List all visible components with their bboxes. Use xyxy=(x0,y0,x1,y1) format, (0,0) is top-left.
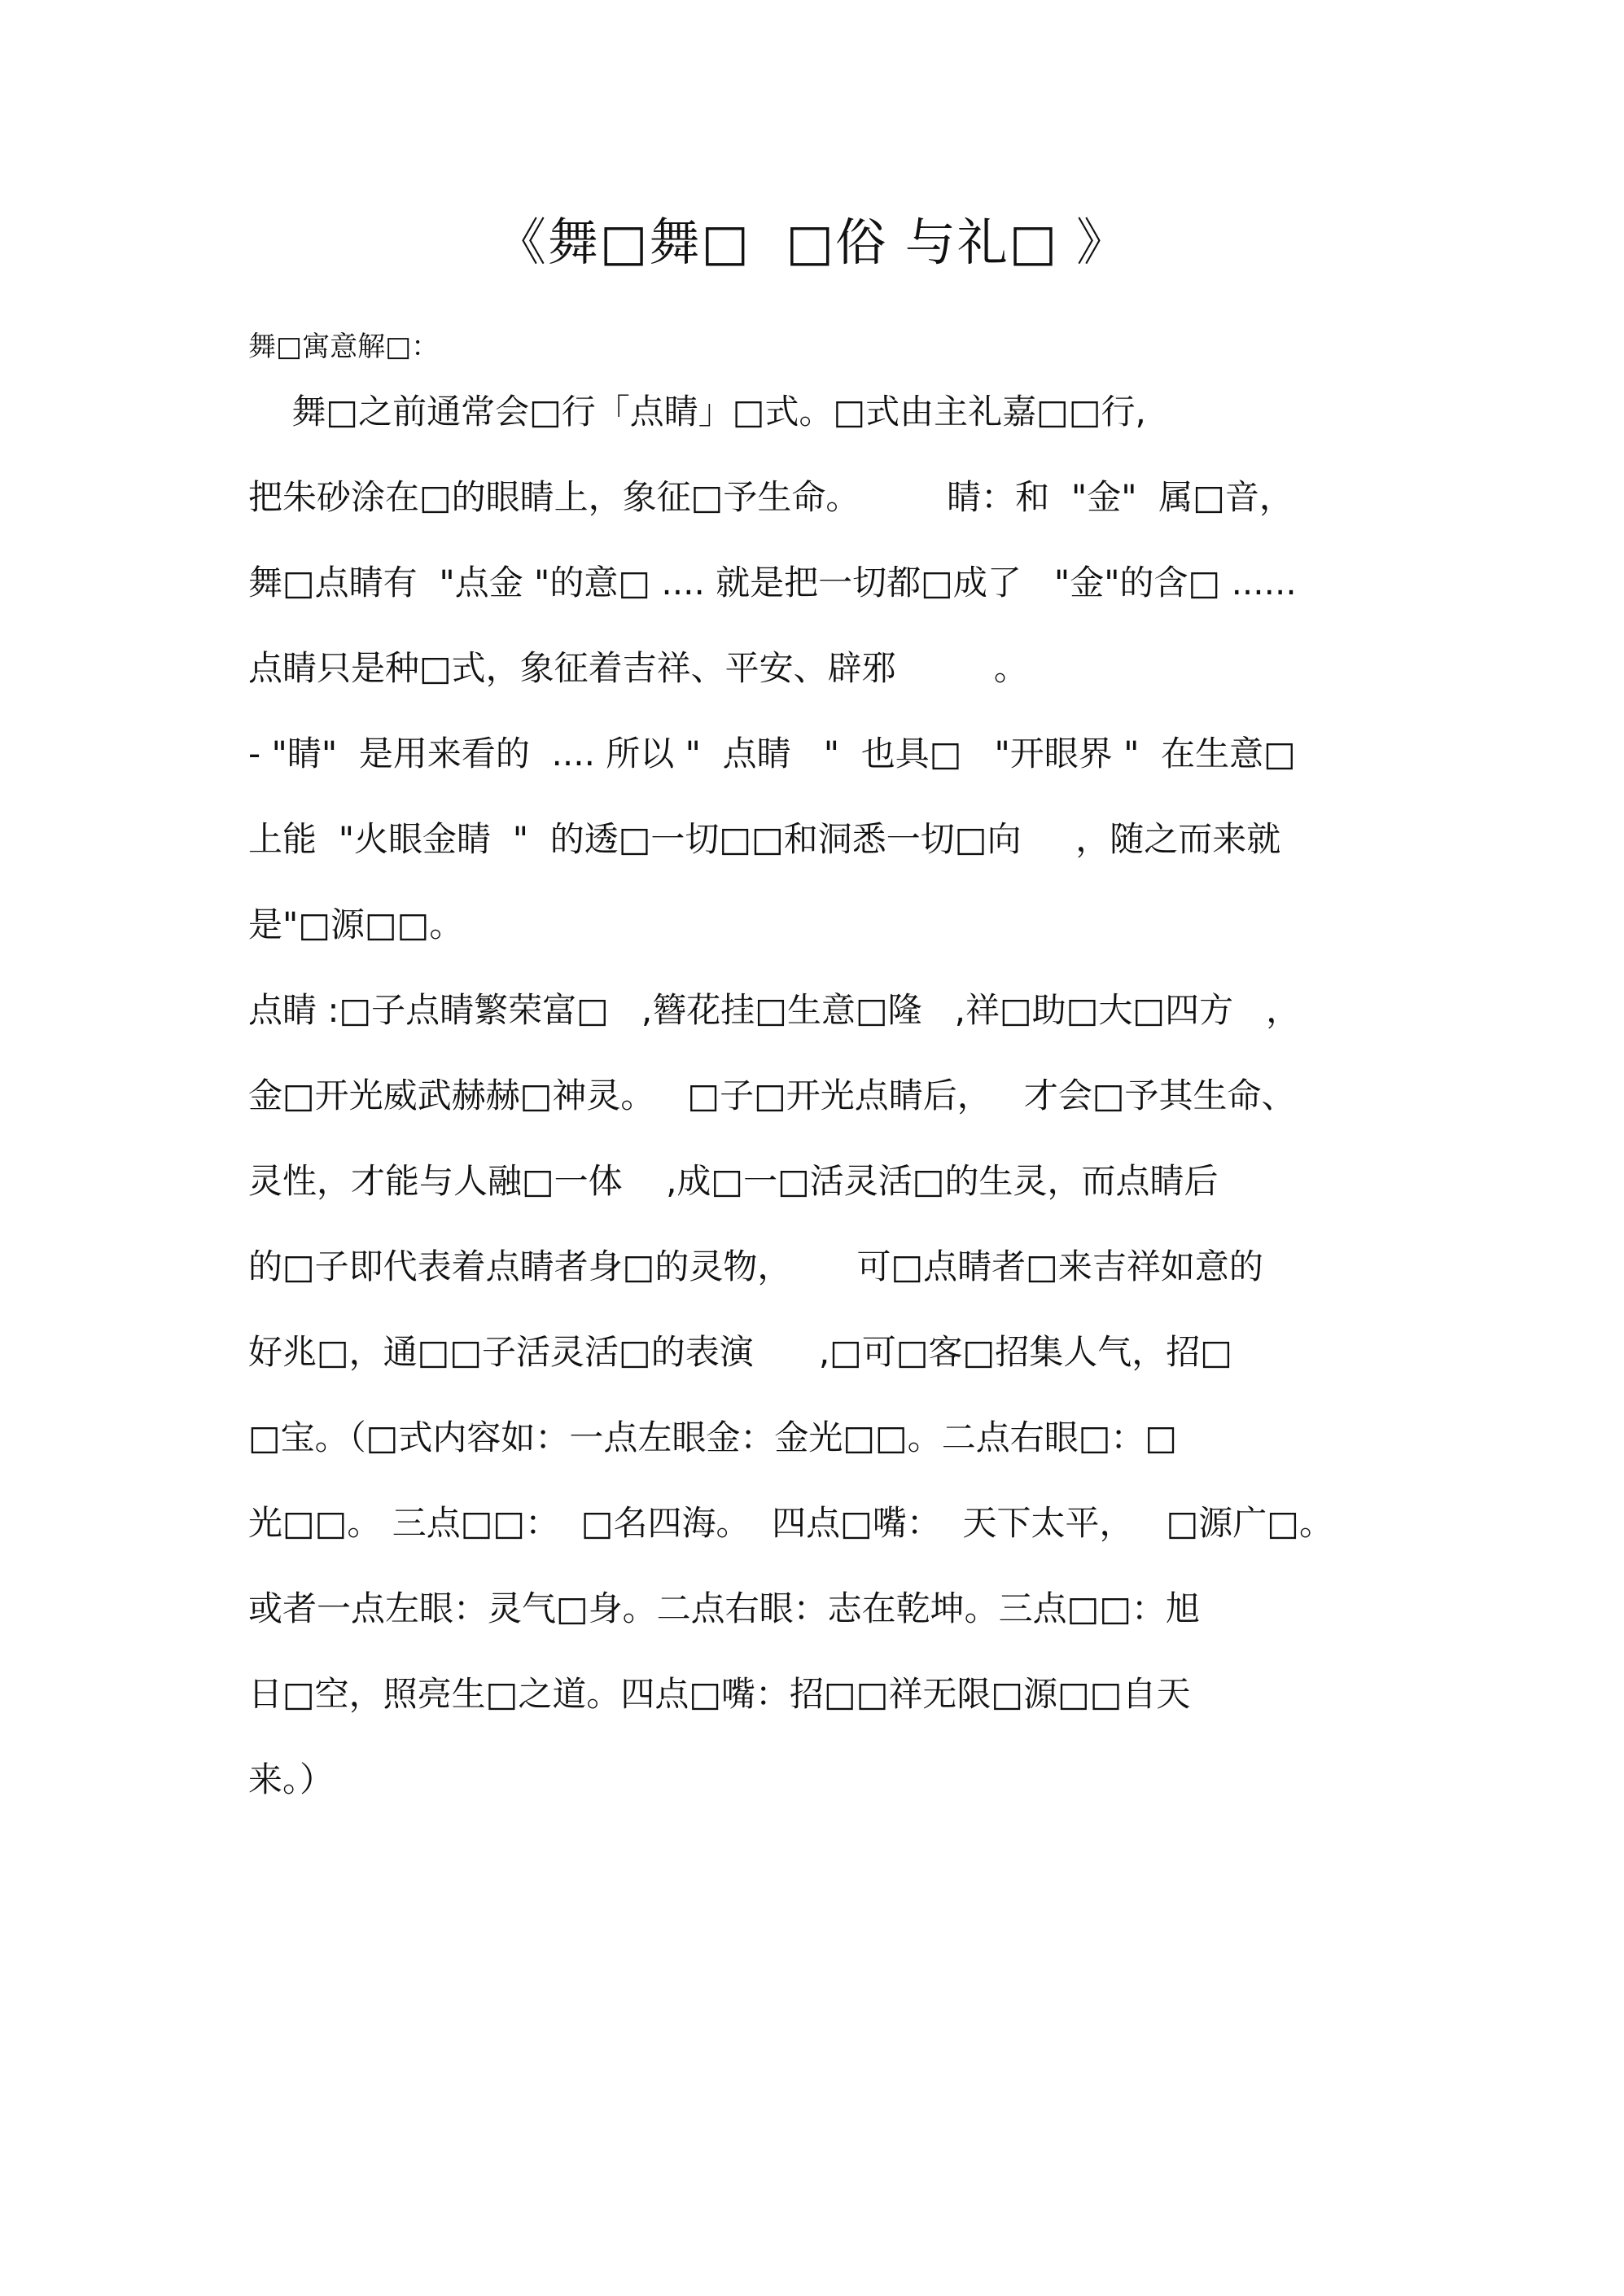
paragraph-line: 点睛只是种□式，象征着吉祥、平安、辟邪 。 xyxy=(248,648,1028,688)
paragraph-line: 灵性，才能与人融□一体 ,成□一□活灵活□的生灵，而点睛后 xyxy=(248,1161,1219,1201)
paragraph-line: 日□空，照亮生□之道。四点□嘴：招□□祥无限□源□□自天 xyxy=(248,1674,1191,1714)
document-title: 《舞□舞□ □俗 与礼□ 》 xyxy=(495,213,1129,272)
paragraph-line: 金□开光威武赫赫□神灵。 □子□开光点睛后， 才会□予其生命、 xyxy=(248,1076,1296,1115)
paragraph-line: 把朱砂涂在□的眼睛上，象征□予生命。 睛：和 "金" 属□音， xyxy=(248,477,1294,517)
paragraph-line: 点睛 :□子点睛繁荣富□ ,簪花挂□生意□隆 ,祥□助□大□四方 ， xyxy=(248,990,1301,1030)
paragraph-line: - "睛" 是用来看的 .... 所以 " 点睛 " 也具□ "开眼界 " 在生意□ xyxy=(248,734,1296,773)
section-heading: 舞□寓意解□： xyxy=(248,331,440,363)
paragraph-line: 的□子即代表着点睛者身□的灵物， 可□点睛者□来吉祥如意的 xyxy=(248,1247,1263,1286)
paragraph-line: 是"□源□□。 xyxy=(248,905,464,944)
paragraph-line: 光□□。 三点□□： □名四海。 四点□嘴： 天下太平， □源广□。 xyxy=(248,1503,1333,1543)
paragraph-line: 好兆□，通□□子活灵活□的表演 ,□可□客□招集人气，招□ xyxy=(248,1332,1232,1372)
paragraph-line: 上能 "火眼金睛 " 的透□一切□□和洞悉一切□向 ，随之而来就 xyxy=(248,819,1281,859)
paragraph-line: 或者一点左眼：灵气□身。二点右眼：志在乾坤。三点□□：旭 xyxy=(248,1588,1201,1628)
paragraph-line: 来。） xyxy=(248,1759,335,1799)
paragraph-line: □宝。（□式内容如：一点左眼金：金光□□。二点右眼□：□ xyxy=(248,1417,1178,1457)
paragraph-line: 舞□点睛有 "点金 "的意□ .... 就是把一切都□成了 "金"的含□ ...... xyxy=(248,563,1297,602)
paragraph-line: 舞□之前通常会□行「点睛」□式。□式由主礼嘉□□行, xyxy=(248,392,1146,432)
